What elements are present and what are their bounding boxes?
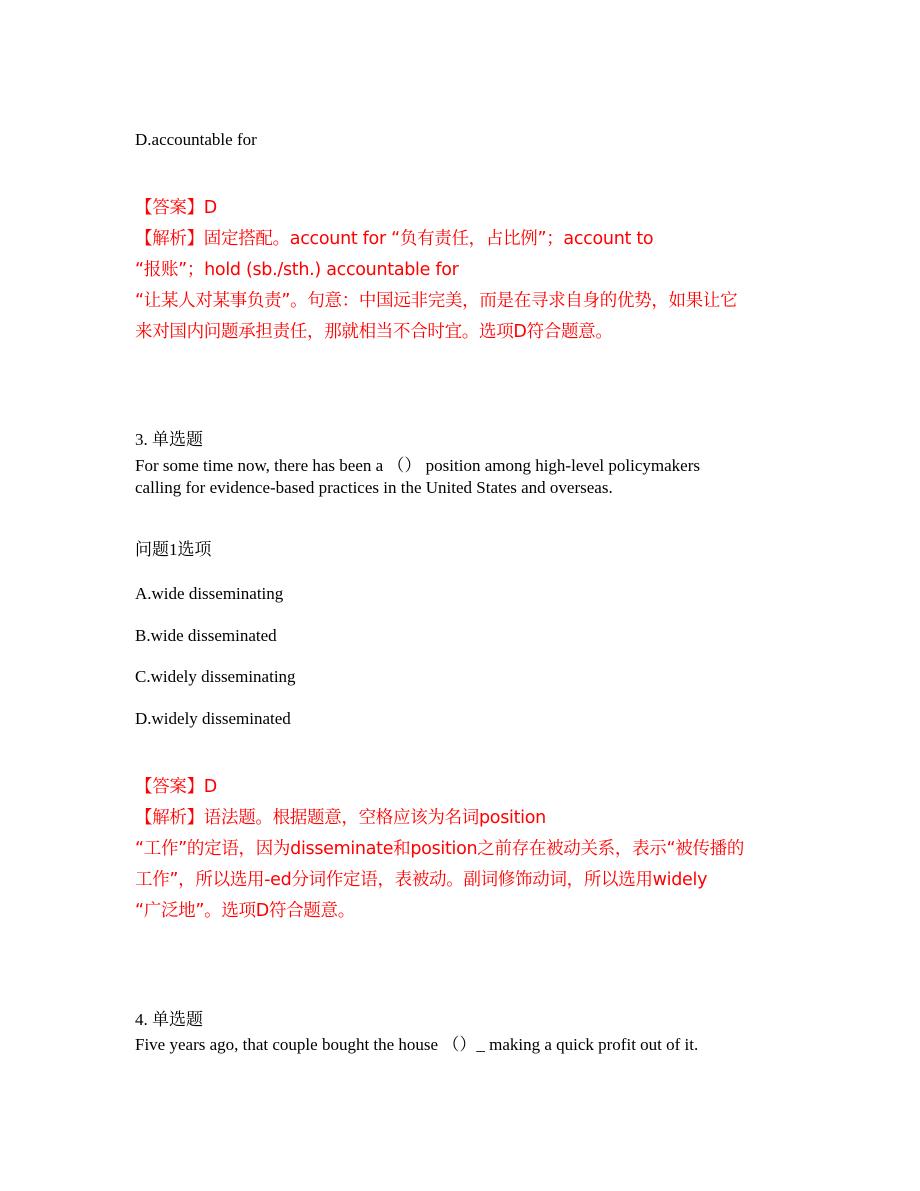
q3-option-c: C.widely disseminating xyxy=(135,667,296,686)
q3-option-b: B.wide disseminated xyxy=(135,626,277,645)
q2-analysis-line-1: 【解析】固定搭配。account for “负有责任，占比例”；account to xyxy=(135,229,654,249)
q3-analysis-line-2: “工作”的定语，因为disseminate和position之前存在被动关系，表示“被传播的 xyxy=(135,839,745,859)
q2-analysis-line-3: “让某人对某事负责”。句意：中国远非完美，而是在寻求自身的优势，如果让它 xyxy=(135,291,738,311)
q2-analysis-line-2: “报账”；hold (sb./sth.) accountable for xyxy=(135,260,459,280)
q3-analysis-line-1: 【解析】语法题。根据题意，空格应该为名词position xyxy=(135,808,546,828)
q2-option-d: D.accountable for xyxy=(135,130,257,149)
q3-analysis-line-3: 工作”，所以选用-ed分词作定语，表被动。副词修饰动词，所以选用widely xyxy=(135,870,708,890)
q2-answer: 【答案】D xyxy=(135,198,217,218)
q2-analysis-line-4: 来对国内问题承担责任，那就相当不合时宜。选项D符合题意。 xyxy=(135,322,613,342)
q4-stem-line-1: Five years ago, that couple bought the house （）_ making a quick profit out of it. xyxy=(135,1035,699,1054)
q3-heading: 3. 单选题 xyxy=(135,430,203,449)
q3-stem-line-2: calling for evidence-based practices in the United States and overseas. xyxy=(135,478,613,497)
q3-stem-line-1: For some time now, there has been a （） position among high-level policymakers xyxy=(135,456,700,475)
q3-option-d: D.widely disseminated xyxy=(135,709,291,728)
q4-heading: 4. 单选题 xyxy=(135,1010,203,1029)
q3-analysis-line-4: “广泛地”。选项D符合题意。 xyxy=(135,901,355,921)
q3-options-label: 问题1选项 xyxy=(135,540,212,559)
q3-answer: 【答案】D xyxy=(135,777,217,797)
q3-option-a: A.wide disseminating xyxy=(135,584,284,603)
